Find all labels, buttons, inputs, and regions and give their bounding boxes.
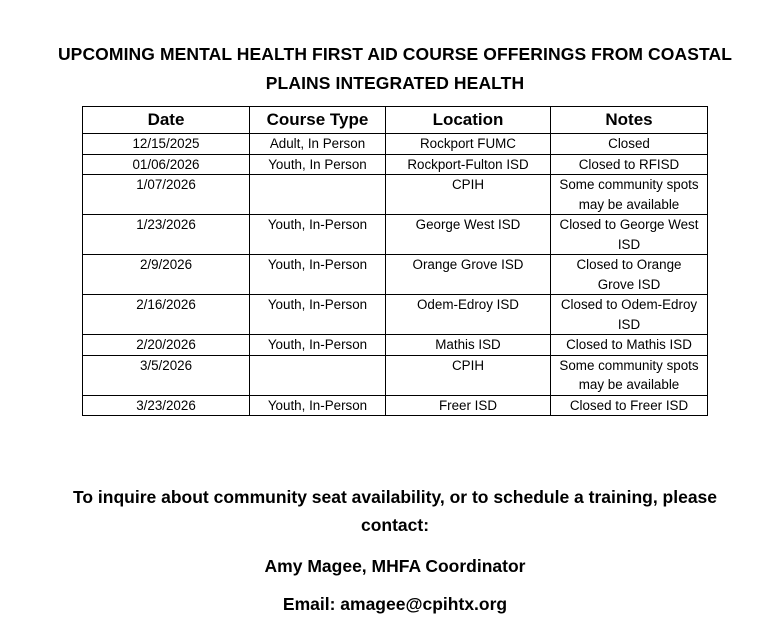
cell-notes: Closed to Odem-Edroy ISD	[551, 295, 708, 335]
cell-notes: Closed to George West ISD	[551, 215, 708, 255]
table-row	[83, 355, 708, 395]
cell-notes: Closed to Freer ISD	[551, 395, 708, 416]
cell-notes: Closed to Mathis ISD	[551, 335, 708, 356]
cell-location: CPIH	[386, 175, 551, 215]
cell-date: 2/20/2026	[83, 335, 250, 356]
cell-course-type: Youth, In-Person	[250, 215, 386, 255]
cell-date: 1/07/2026	[83, 175, 250, 215]
contact-block	[40, 483, 750, 618]
table-header-row	[83, 107, 708, 134]
cell-date: 01/06/2026	[83, 154, 250, 175]
table-row	[83, 255, 708, 295]
cell-date: 1/23/2026	[83, 215, 250, 255]
cell-notes: Some community spots may be available	[551, 355, 708, 395]
cell-location: George West ISD	[386, 215, 551, 255]
header-course-type: Course Type	[250, 107, 386, 134]
cell-location: Odem-Edroy ISD	[386, 295, 551, 335]
contact-prompt: To inquire about community seat availability, or to schedule a training, please contact:	[72, 487, 718, 535]
cell-location: Mathis ISD	[386, 335, 551, 356]
contact-email: Email: amagee@cpihtx.org	[282, 594, 508, 614]
course-schedule-table	[82, 106, 708, 416]
cell-date: 12/15/2025	[83, 134, 250, 155]
cell-course-type: Youth, In-Person	[250, 335, 386, 356]
cell-location: CPIH	[386, 355, 551, 395]
header-date: Date	[83, 107, 250, 134]
contact-name: Amy Magee, MHFA Coordinator	[264, 556, 526, 576]
cell-location: Orange Grove ISD	[386, 255, 551, 295]
cell-location: Rockport-Fulton ISD	[386, 154, 551, 175]
cell-location: Rockport FUMC	[386, 134, 551, 155]
cell-location: Freer ISD	[386, 395, 551, 416]
cell-notes: Some community spots may be available	[551, 175, 708, 215]
table-row	[83, 154, 708, 175]
table-row	[83, 395, 708, 416]
cell-notes: Closed	[551, 134, 708, 155]
header-notes: Notes	[551, 107, 708, 134]
table-row	[83, 134, 708, 155]
page-title: UPCOMING MENTAL HEALTH FIRST AID COURSE OFFERINGS FROM COASTAL PLAINS INTEGRATED HEALTH	[57, 44, 733, 93]
header-location: Location	[386, 107, 551, 134]
table-row	[83, 335, 708, 356]
cell-course-type: Adult, In Person	[250, 134, 386, 155]
table-row	[83, 215, 708, 255]
table-row	[83, 175, 708, 215]
cell-course-type: Youth, In-Person	[250, 255, 386, 295]
cell-date: 3/5/2026	[83, 355, 250, 395]
cell-course-type	[250, 355, 386, 395]
cell-notes: Closed to Orange Grove ISD	[551, 255, 708, 295]
cell-course-type: Youth, In-Person	[250, 295, 386, 335]
cell-notes: Closed to RFISD	[551, 154, 708, 175]
cell-date: 2/16/2026	[83, 295, 250, 335]
cell-course-type: Youth, In Person	[250, 154, 386, 175]
cell-date: 2/9/2026	[83, 255, 250, 295]
cell-date: 3/23/2026	[83, 395, 250, 416]
table-row	[83, 295, 708, 335]
cell-course-type	[250, 175, 386, 215]
cell-course-type: Youth, In-Person	[250, 395, 386, 416]
